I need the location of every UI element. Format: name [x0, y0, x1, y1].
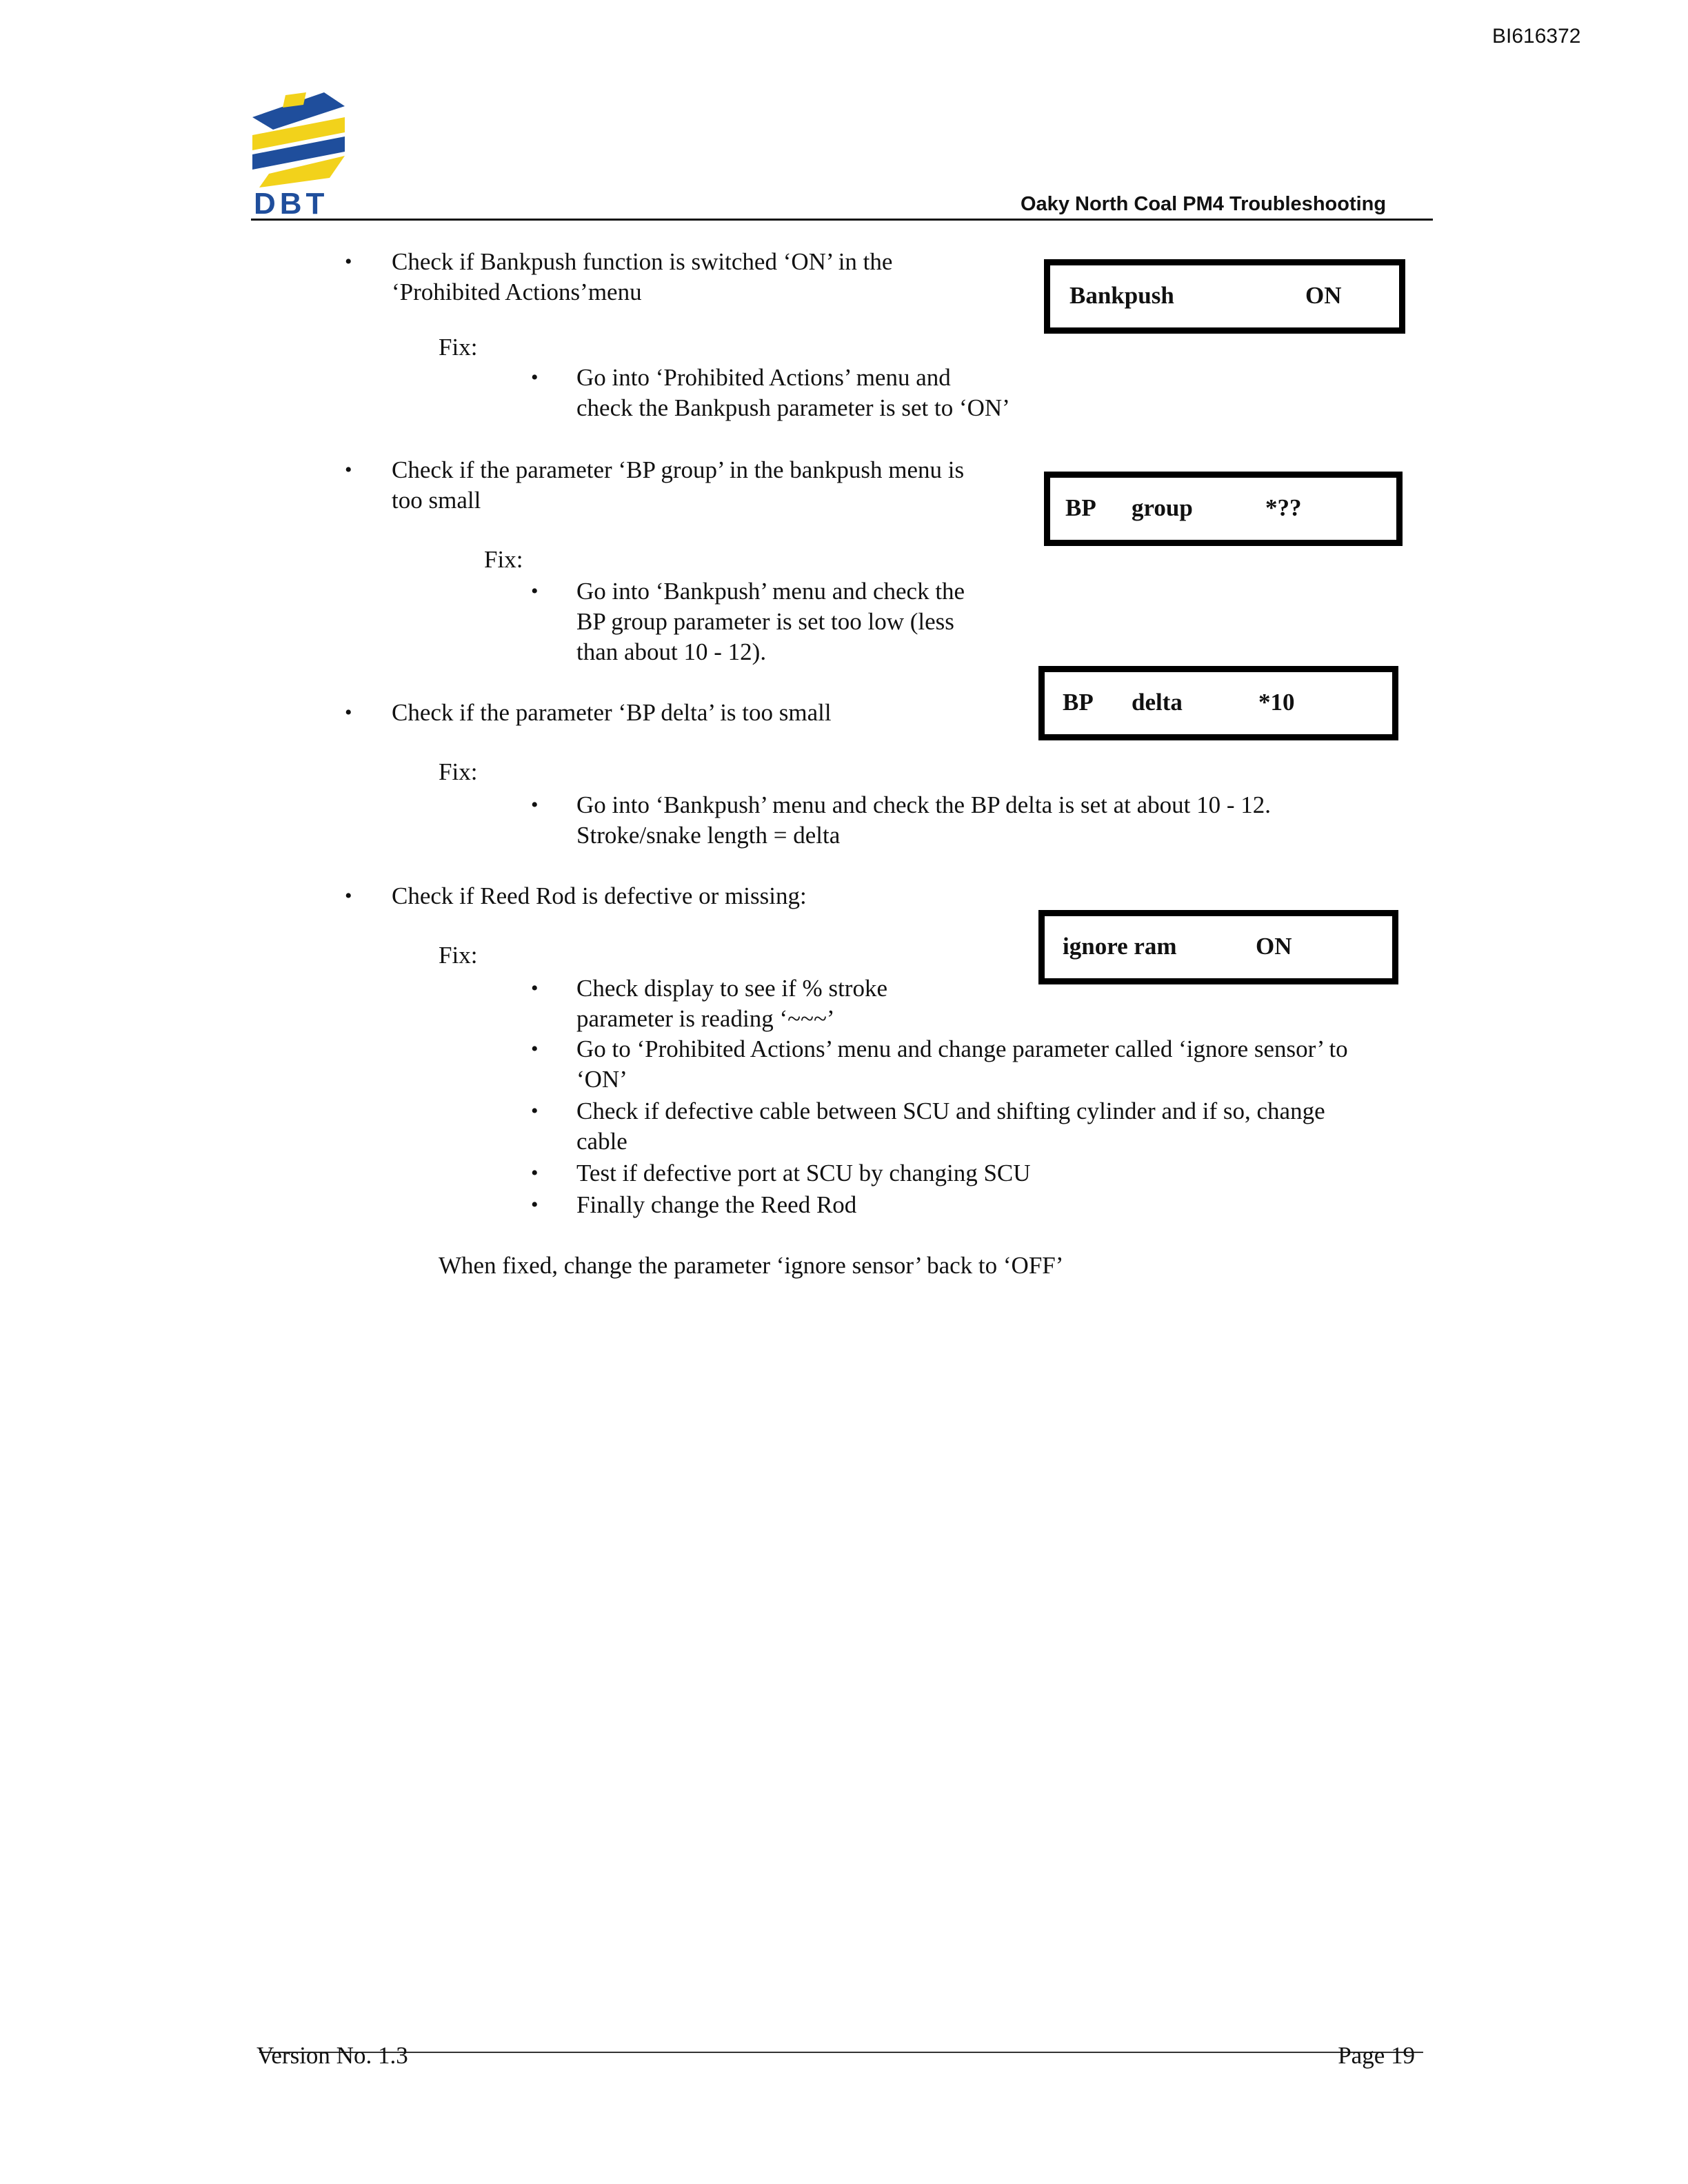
- bullet: •: [345, 701, 352, 724]
- fix-text: Go into ‘Bankpush’ menu and check the BP delta is set at about 10 - 12.: [576, 791, 1272, 818]
- fix-text: than about 10 - 12).: [576, 638, 767, 665]
- check-text: ‘Prohibited Actions’menu: [392, 279, 642, 305]
- fix-bullet: •: [531, 1038, 539, 1060]
- document-id: BI616372: [1492, 25, 1581, 48]
- display-label: ignore ram: [1063, 933, 1177, 960]
- display-bp-delta: [1038, 666, 1398, 740]
- display-value: ON: [1256, 933, 1292, 960]
- display-value: *??: [1265, 494, 1302, 522]
- fix-text: Go to ‘Prohibited Actions’ menu and change parameter called ‘ignore sensor’ to: [576, 1035, 1348, 1062]
- display-ignore-ram: [1038, 910, 1398, 984]
- fix-text: Finally change the Reed Rod: [576, 1191, 857, 1218]
- bullet: •: [345, 458, 352, 481]
- fix-text: Stroke/snake length = delta: [576, 822, 841, 849]
- display-label: Bankpush: [1069, 282, 1174, 310]
- fix-text: Check display to see if % stroke: [576, 975, 888, 1002]
- fix-bullet: •: [531, 1162, 539, 1184]
- fix-text: Check if defective cable between SCU and shifting cylinder and if so, change: [576, 1098, 1325, 1124]
- fix-label: Fix:: [439, 942, 478, 969]
- check-text: Check if Bankpush function is switched ‘ON’ in the: [392, 248, 893, 275]
- fix-text: check the Bankpush parameter is set to ‘ON’: [576, 394, 1010, 421]
- check-text: too small: [392, 487, 481, 514]
- header-title: Oaky North Coal PM4 Troubleshooting: [1021, 193, 1387, 215]
- fix-label: Fix:: [439, 334, 478, 361]
- display-bp-group: [1044, 472, 1403, 546]
- display-label: BP: [1065, 494, 1096, 522]
- display-label: BP: [1063, 689, 1094, 716]
- fix-bullet: •: [531, 977, 539, 1000]
- dbt-logo: [252, 92, 345, 216]
- display-label: delta: [1132, 689, 1183, 716]
- display-value: *10: [1258, 689, 1295, 716]
- display-label: group: [1132, 494, 1193, 522]
- fix-label: Fix:: [484, 546, 523, 573]
- display-bankpush: [1044, 259, 1405, 334]
- fix-text: Go into ‘Bankpush’ menu and check the: [576, 578, 965, 605]
- bullet: •: [345, 250, 352, 273]
- footer-divider: [259, 2052, 1423, 2053]
- fix-text: BP group parameter is set too low (less: [576, 608, 954, 635]
- fix-label: Fix:: [439, 758, 478, 785]
- fix-bullet: •: [531, 580, 539, 603]
- fix-text: Test if defective port at SCU by changing SCU: [576, 1160, 1031, 1186]
- fix-text: cable: [576, 1128, 627, 1155]
- fix-text: parameter is reading ‘~~~’: [576, 1005, 835, 1032]
- check-text: Check if Reed Rod is defective or missing:: [392, 882, 807, 909]
- check-text: Check if the parameter ‘BP delta’ is too small: [392, 699, 832, 726]
- closing-note: When fixed, change the parameter ‘ignore sensor’ back to ‘OFF’: [439, 1252, 1064, 1279]
- page-number: Page 19: [1338, 2042, 1415, 2069]
- fix-text: Go into ‘Prohibited Actions’ menu and: [576, 364, 951, 391]
- version-number: Version No. 1.3: [257, 2042, 408, 2069]
- fix-bullet: •: [531, 1100, 539, 1122]
- fix-bullet: •: [531, 1193, 539, 1216]
- display-value: ON: [1305, 282, 1342, 310]
- header-divider: [251, 219, 1433, 221]
- bullet: •: [345, 884, 352, 907]
- logo-text: DBT: [254, 187, 329, 216]
- fix-text: ‘ON’: [576, 1066, 627, 1093]
- fix-bullet: •: [531, 793, 539, 816]
- fix-bullet: •: [531, 366, 539, 389]
- check-text: Check if the parameter ‘BP group’ in the bankpush menu is: [392, 456, 965, 483]
